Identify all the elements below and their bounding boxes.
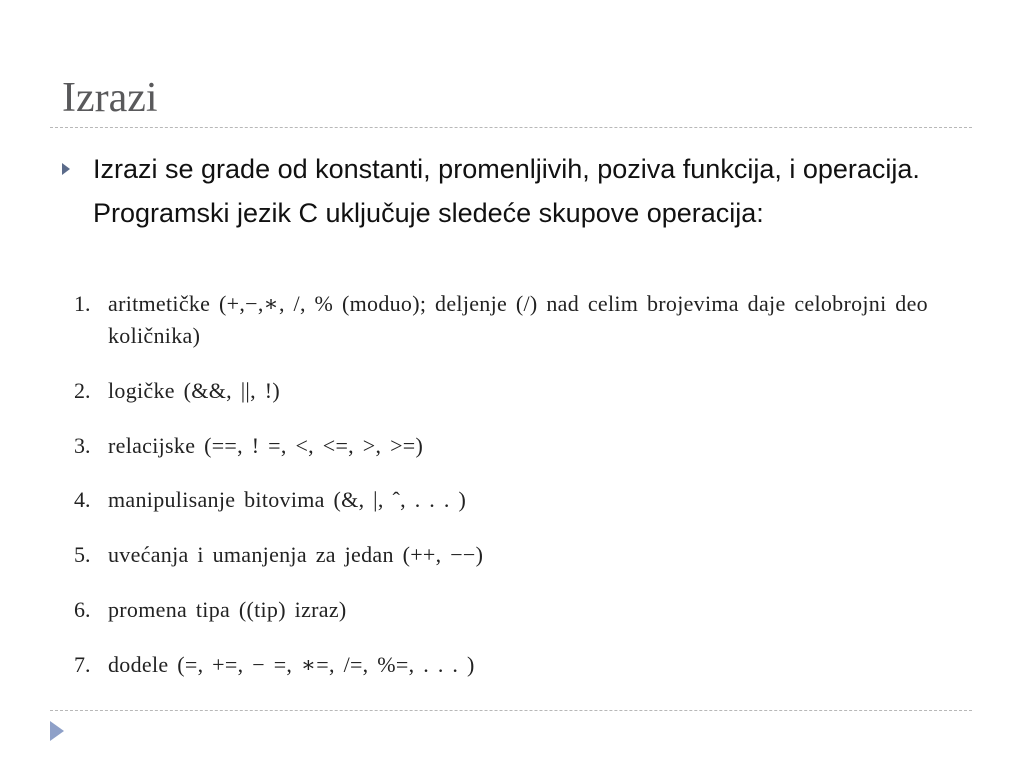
list-item-number: 3. <box>74 433 91 458</box>
footer-divider <box>50 710 972 711</box>
list-item-text: relacijske (==, ! =, <, <=, >, >=) <box>108 433 424 458</box>
list-item-text: aritmetičke (+,−,∗, /, % (moduo); deljenje (/) nad celim brojevima daje celobrojni deo količnika) <box>108 291 928 348</box>
title-divider <box>50 127 972 128</box>
list-item-text: uvećanja i umanjenja za jedan (++, −−) <box>108 542 484 567</box>
list-item-text: promena tipa ((tip) izraz) <box>108 597 347 622</box>
list-item-number: 4. <box>74 487 91 512</box>
list-item-number: 5. <box>74 542 91 567</box>
list-item-text: manipulisanje bitovima (&, |, ˆ, . . . ) <box>108 487 467 512</box>
next-slide-arrow-icon[interactable] <box>50 721 64 741</box>
bullet-text: Izrazi se grade od konstanti, promenljivih, poziva funkcija, i operacija. Programski jezik C uključuje sledeće skupove operacija: <box>93 154 920 228</box>
list-item-number: 1. <box>74 291 91 316</box>
list-item-number: 6. <box>74 597 91 622</box>
slide-title: Izrazi <box>62 75 158 121</box>
list-item-number: 7. <box>74 652 91 677</box>
triangle-bullet-icon <box>62 163 70 175</box>
list-item-text: dodele (=, +=, − =, ∗=, /=, %=, . . . ) <box>108 652 475 677</box>
list-item-number: 2. <box>74 378 91 403</box>
list-item-text: logičke (&&, ||, !) <box>108 378 280 403</box>
